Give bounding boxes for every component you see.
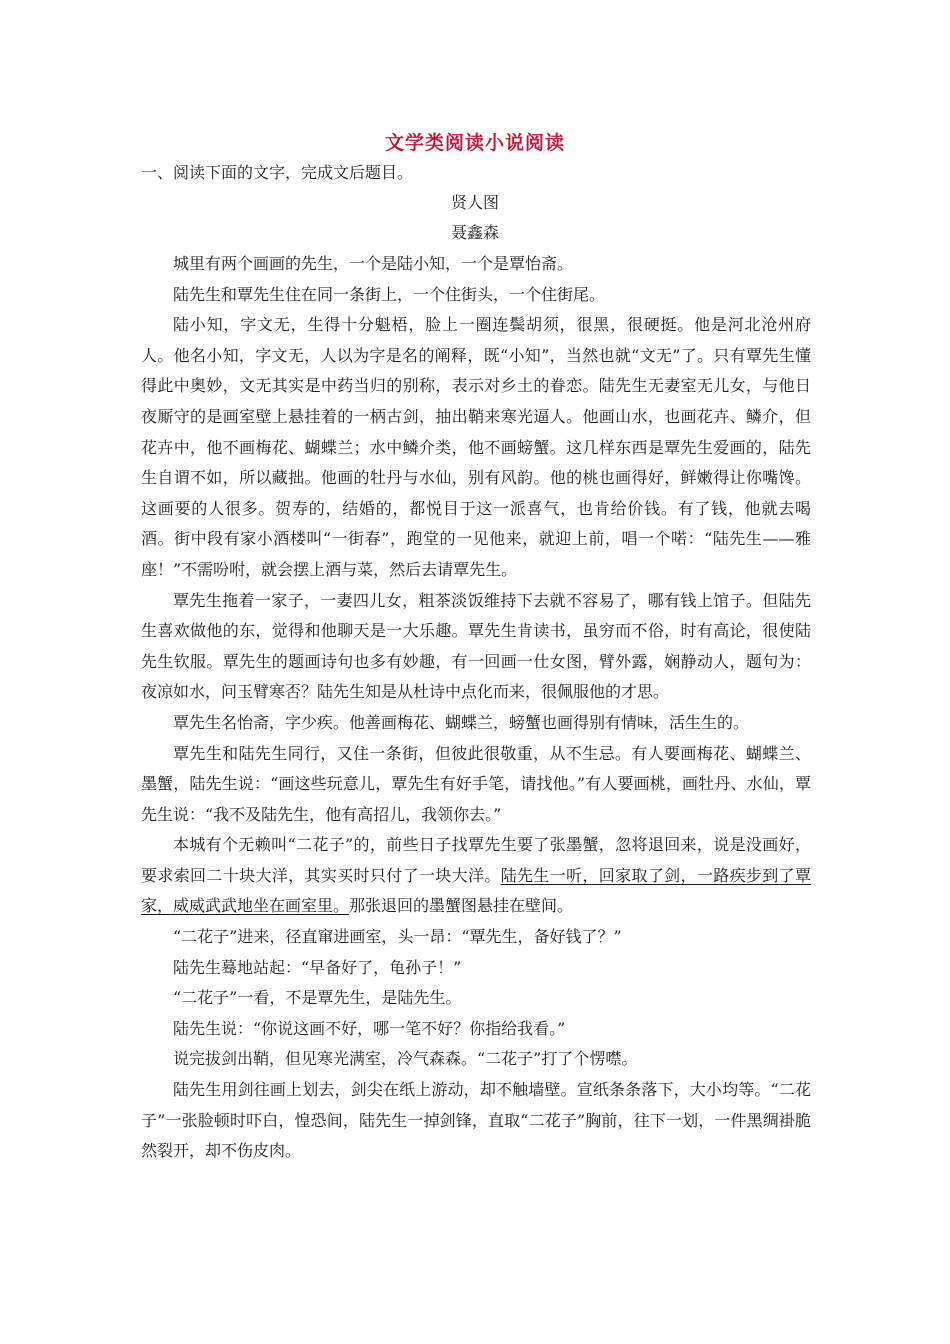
- paragraph-with-underline: [141, 830, 811, 922]
- paragraph: 陆先生说：“你说这画不好，哪一笔不好？你指给我看。”: [173, 1018, 566, 1038]
- paragraph: 城里有两个画画的先生，一个是陆小知，一个是覃怡斋。: [173, 254, 574, 273]
- paragraph: 覃先生名怡斋，字少疾。他善画梅花、蝴蝶兰，螃蟹也画得别有情味，活生生的。: [173, 712, 750, 732]
- story-body: [141, 249, 811, 1167]
- paragraph: “二花子”进来，径直窜进画室，头一昂：“覃先生，备好钱了？”: [173, 927, 622, 947]
- underlined-sentence: 陆先生一听，回家取了剑，一路疾步到了覃家，威威武武地坐在画室里。: [141, 865, 811, 916]
- paragraph: “二花子”一看，不是覃先生，是陆先生。: [173, 988, 462, 1008]
- story-author: 聂鑫森: [450, 223, 499, 242]
- paragraph: 覃先生和陆先生同行，又住一条街，但彼此很敬重，从不生忌。有人要画梅花、蝴蝶兰、墨蟹，陆先生说：“画这些玩意儿，覃先生有好手笔，请找他。”有人要画桃，画牡丹、水仙，覃先生说：“我不及陆先生，他有高招儿，我领你去。”: [141, 743, 811, 824]
- paragraph: 陆小知，字文无，生得十分魁梧，脸上一圈连鬓胡须，很黑，很硬挺。他是河北沧州府人。他名小知，字文无，人以为字是名的阐释，既“小知”，当然也就“文无”了。只有覃先生懂得此中奥妙，文无其实是中药当归的别称，表示对乡土的眷恋。陆先生无妻室无儿女，与他日夜厮守的是画室壁上悬挂着的一柄古剑，抽出鞘来寒光逼人。他画山水，也画花卉、鳞介，但花卉中，他不画梅花、蝴蝶兰；水中鳞介类，他不画螃蟹。这几样东西是覃先生爱画的，陆先生自谓不如，所以藏拙。他画的牡丹与水仙，别有风韵。他的桃也画得好，鲜嫩得让你嘴馋。这画要的人很多。贺寿的，结婚的，都悦目于这一派喜气，也肯给价钱。有了钱，他就去喝酒。街中段有家小酒楼叫“一街春”，跑堂的一见他来，就迎上前，唱一个喏：“陆先生——雅座！”不需吩咐，就会摆上酒与菜，然后去请覃先生。: [141, 315, 811, 579]
- paragraph-text-after: 那张退回的墨蟹图悬挂在壁间。: [349, 896, 574, 916]
- question-instruction: 一、阅读下面的文字，完成文后题目。: [141, 163, 414, 182]
- paragraph: 陆先生和覃先生住在同一条街上，一个住街头，一个住街尾。: [173, 284, 606, 304]
- paragraph-text: 本城有个无赖叫“二花子”的，前些日子找覃先生要了张墨蟹，忽将退回来，说是没画好，要求索回二十块大洋，其实买时只付了一块大洋。: [141, 835, 811, 885]
- paragraph: 说完拔剑出鞘，但见寒光满室，冷气森森。“二花子”打了个愣噤。: [173, 1049, 638, 1069]
- story-title: 贤人图: [450, 193, 499, 212]
- paragraph: 覃先生拖着一家子，一妻四儿女，粗茶淡饭维持下去就不容易了，哪有钱上馆子。但陆先生喜欢做他的东，觉得和他聊天是一大乐趣。覃先生肯读书，虽穷而不俗，时有高论，很使陆先生钦服。覃先生的题画诗句也多有妙趣，有一回画一仕女图，臂外露，娴静动人，题句为：夜凉如水，问玉臂寒否？陆先生知是从杜诗中点化而来，很佩服他的才思。: [141, 590, 811, 702]
- paragraph: 陆先生蓦地站起：“早备好了，龟孙子！”: [173, 957, 462, 977]
- document-title: 文学类阅读小说阅读: [384, 132, 565, 154]
- paragraph: 陆先生用剑往画上划去，剑尖在纸上游动，却不触墙壁。宣纸条条落下，大小均等。“二花子”一张脸顿时吓白，惶恐间，陆先生一掉剑锋，直取“二花子”胸前，往下一划，一件黑绸褂脆然裂开，却不伤皮肉。: [141, 1080, 811, 1161]
